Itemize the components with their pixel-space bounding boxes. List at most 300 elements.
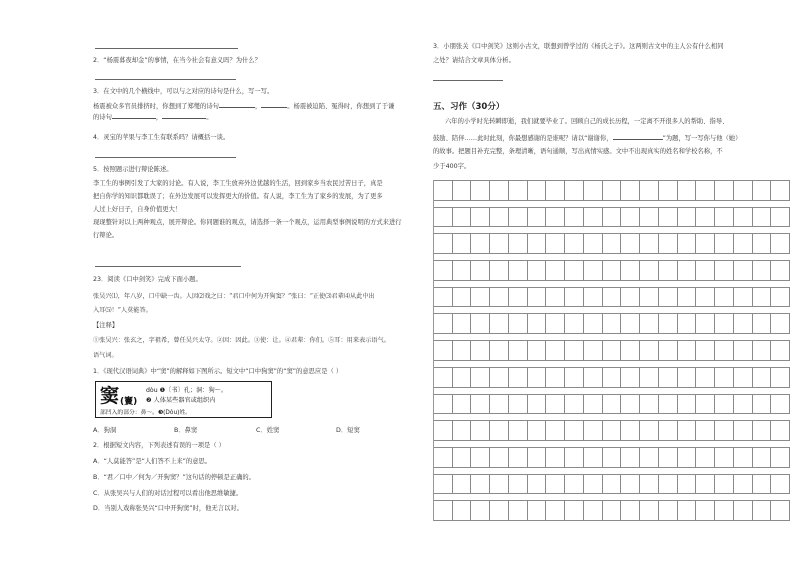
grid-cell[interactable] [715,260,734,281]
grid-cell[interactable] [621,340,640,361]
grid-cell[interactable] [678,180,697,201]
grid-cell[interactable] [453,394,472,415]
grid-cell[interactable] [546,340,565,361]
grid-cell[interactable] [659,367,678,388]
grid-cell[interactable] [678,367,697,388]
question-5-para: 把自你学的知识都耽误了；在外边发展可以发挥更大的价值。有人说，李工生为了家乡的发展，为了更多 [93,193,383,200]
writing-prompt-a: 鼓励、陪伴……此时此刻，你最想感谢的是谁呢？请以“谢谢你， [433,135,613,142]
grid-cell[interactable] [734,207,753,228]
grid-cell[interactable] [696,500,715,521]
grid-cell[interactable] [453,180,472,201]
question-3: 3．在文中的几个横线中，可以与之对应的诗句是什么，写一写。 [93,88,274,95]
grid-cell[interactable] [603,260,622,281]
grid-cell[interactable] [734,420,753,441]
grid-cell[interactable] [621,500,640,521]
grid-cell[interactable] [453,233,472,254]
grid-cell[interactable] [453,420,472,441]
question-3-line-1 [93,101,394,111]
grid-cell[interactable] [528,474,547,495]
grid-cell[interactable] [771,287,790,308]
grid-cell[interactable] [509,180,528,201]
question-5-para: 现现整针对以上两种观点，展开辩论。你同题谁的观点，请选择一条一个观点，运用典型事例说明的方式来进行 [93,219,402,226]
q3-blank-4[interactable] [162,112,206,119]
grid-cell[interactable] [584,233,603,254]
grid-cell[interactable] [453,340,472,361]
grid-cell[interactable] [734,367,753,388]
grid-cell[interactable] [715,420,734,441]
grid-cell[interactable] [584,207,603,228]
grid-cell[interactable] [565,500,584,521]
grid-cell[interactable] [471,180,490,201]
grid-cell[interactable] [509,340,528,361]
grid-cell[interactable] [453,313,472,334]
grid-cell[interactable] [603,180,622,201]
answer-line [95,157,236,158]
grid-cell[interactable] [715,313,734,334]
grid-cell[interactable] [490,260,509,281]
grid-cell[interactable] [621,447,640,468]
grid-cell[interactable] [509,367,528,388]
grid-cell[interactable] [584,287,603,308]
grid-cell[interactable] [565,394,584,415]
answer-line [95,79,236,80]
grid-cell[interactable] [621,394,640,415]
grid-cell[interactable] [640,287,659,308]
grid-cell[interactable] [509,313,528,334]
grid-cell[interactable] [528,180,547,201]
grid-cell[interactable] [546,207,565,228]
q3-text-f: 。 [206,114,213,121]
grid-cell[interactable] [640,367,659,388]
grid-cell[interactable] [753,287,772,308]
grid-cell[interactable] [640,474,659,495]
grid-cell[interactable] [434,367,453,388]
grid-cell[interactable] [771,367,790,388]
grid-cell[interactable] [528,447,547,468]
grid-cell[interactable] [753,233,772,254]
grid-cell[interactable] [490,394,509,415]
grid-cell[interactable] [453,287,472,308]
grid-cell[interactable] [490,340,509,361]
grid-cell[interactable] [734,313,753,334]
grid-cell[interactable] [546,260,565,281]
sub-question-2: 2．根据短文内容，下列表述有误的一项是（ ） [93,442,225,449]
grid-cell[interactable] [565,260,584,281]
grid-cell[interactable] [753,394,772,415]
grid-cell[interactable] [565,367,584,388]
question-3-right: 3．小朋张关《口中剑笑》这则小古文，联想到曾学过的《杨氏之子》。这两则古文中的主人公有什么相同 [433,43,724,50]
grid-cell[interactable] [734,340,753,361]
grid-cell[interactable] [715,287,734,308]
grid-cell[interactable] [471,367,490,388]
grid-cell[interactable] [471,500,490,521]
grid-cell[interactable] [603,233,622,254]
question-23: 23．阅读《口中剑笑》完成下面小题。 [93,276,202,283]
option-a[interactable]: A．“人莫能答”是“人们答不上来”的意思。 [93,458,212,465]
grid-cell[interactable] [471,420,490,441]
grid-cell[interactable] [659,180,678,201]
grid-cell[interactable] [715,207,734,228]
grid-cell[interactable] [621,474,640,495]
grid-cell[interactable] [659,500,678,521]
grid-cell[interactable] [621,180,640,201]
grid-cell[interactable] [584,447,603,468]
grid-cell[interactable] [771,474,790,495]
grid-cell[interactable] [528,367,547,388]
grid-cell[interactable] [509,287,528,308]
grid-cell[interactable] [490,180,509,201]
grid-cell[interactable] [640,180,659,201]
grid-cell[interactable] [471,447,490,468]
grid-cell[interactable] [509,260,528,281]
grid-cell[interactable] [528,420,547,441]
grid-cell[interactable] [546,447,565,468]
grid-cell[interactable] [640,207,659,228]
grid-cell[interactable] [471,394,490,415]
grid-cell[interactable] [584,180,603,201]
grid-cell[interactable] [621,287,640,308]
grid-cell[interactable] [603,447,622,468]
grid-cell[interactable] [678,447,697,468]
grid-cell[interactable] [753,260,772,281]
grid-cell[interactable] [771,313,790,334]
grid-cell[interactable] [771,207,790,228]
grid-cell[interactable] [546,394,565,415]
grid-cell[interactable] [696,260,715,281]
grid-cell[interactable] [696,207,715,228]
grid-cell[interactable] [678,313,697,334]
option-a[interactable]: A．狗洞 [93,427,117,434]
composition-grid[interactable] [433,180,790,521]
grid-cell[interactable] [603,207,622,228]
dictionary-definition: dòu ❶〔书〕孔；洞：狗～。 [146,387,228,394]
grid-cell[interactable] [509,420,528,441]
grid-cell[interactable] [509,474,528,495]
grid-cell[interactable] [640,340,659,361]
grid-cell[interactable] [771,394,790,415]
notes-label: 【注释】 [93,322,119,329]
grid-cell[interactable] [640,233,659,254]
dictionary-definition: 部凹入的部分：鼻～。❸(Dòu)姓。 [100,410,191,416]
grid-cell[interactable] [640,260,659,281]
grid-cell[interactable] [434,394,453,415]
grid-cell[interactable] [640,394,659,415]
grid-cell[interactable] [659,420,678,441]
grid-cell[interactable] [528,394,547,415]
grid-cell[interactable] [528,233,547,254]
grid-cell[interactable] [490,420,509,441]
grid-cell[interactable] [434,233,453,254]
grid-cell[interactable] [584,420,603,441]
grid-cell[interactable] [753,500,772,521]
grid-cell[interactable] [546,420,565,441]
q3-text-b: ， [254,103,262,110]
grid-cell[interactable] [621,367,640,388]
grid-cell[interactable] [715,394,734,415]
grid-cell[interactable] [453,500,472,521]
grid-cell[interactable] [659,287,678,308]
grid-cell[interactable] [753,340,772,361]
option-c[interactable]: C．姓窦 [256,427,280,434]
grid-cell[interactable] [546,367,565,388]
grid-cell[interactable] [696,394,715,415]
title-blank[interactable] [613,133,663,140]
grid-cell[interactable] [546,180,565,201]
grid-cell[interactable] [453,207,472,228]
grid-cell[interactable] [490,233,509,254]
grid-cell[interactable] [584,313,603,334]
grid-cell[interactable] [565,233,584,254]
grid-cell[interactable] [434,313,453,334]
dictionary-character: 窦 [100,385,120,407]
classical-text: 张吴兴⑴，年八岁，口中缺一齿。人因⑵戏之曰：“君口中何为开狗窦？”张曰：“正使⑶君辈⑷从此中出 [93,293,375,300]
grid-cell[interactable] [490,207,509,228]
grid-cell[interactable] [734,447,753,468]
question-3-line-2 [93,112,212,122]
grid-cell[interactable] [753,447,772,468]
grid-cell[interactable] [528,287,547,308]
grid-cell[interactable] [678,260,697,281]
grid-cell[interactable] [603,420,622,441]
answer-line [433,80,503,81]
question-3-right: 之处？请结合文章具体分析。 [433,57,515,64]
grid-cell[interactable] [659,207,678,228]
question-5: 5．按照题示进行辩论陈述。 [93,166,173,173]
q3-blank-1[interactable] [219,101,255,108]
option-b[interactable]: B．“君／口中／何为／开狗窦？”这句话的停顿是正确的。 [93,474,255,481]
grid-cell[interactable] [528,340,547,361]
grid-cell[interactable] [715,474,734,495]
option-b[interactable]: B．鼻窦 [174,427,198,434]
notes-text: 语气词。 [93,352,118,359]
grid-cell[interactable] [434,420,453,441]
section-title: 五、习作（30分） [433,102,505,112]
grid-cell[interactable] [696,474,715,495]
question-2: 2．“杨震暮夜却金”的事情，在当今社会有意义吗？为什么？ [93,57,261,64]
grid-cell[interactable] [565,180,584,201]
grid-cell[interactable] [434,340,453,361]
grid-cell[interactable] [771,180,790,201]
grid-cell[interactable] [546,233,565,254]
grid-cell[interactable] [509,500,528,521]
grid-cell[interactable] [490,313,509,334]
grid-cell[interactable] [659,313,678,334]
grid-cell[interactable] [696,447,715,468]
grid-cell[interactable] [734,260,753,281]
grid-cell[interactable] [603,340,622,361]
grid-cell[interactable] [565,420,584,441]
grid-cell[interactable] [621,233,640,254]
grid-cell[interactable] [659,447,678,468]
grid-cell[interactable] [453,474,472,495]
grid-cell[interactable] [509,207,528,228]
grid-cell[interactable] [771,233,790,254]
grid-cell[interactable] [434,207,453,228]
grid-cell[interactable] [678,500,697,521]
grid-cell[interactable] [659,233,678,254]
grid-cell[interactable] [490,287,509,308]
grid-cell[interactable] [584,367,603,388]
grid-cell[interactable] [640,420,659,441]
dictionary-entry-box [95,381,272,418]
grid-cell[interactable] [753,207,772,228]
grid-cell[interactable] [753,367,772,388]
grid-cell[interactable] [621,420,640,441]
grid-cell[interactable] [546,474,565,495]
grid-cell[interactable] [490,500,509,521]
writing-prompt: 六年的小学时光转瞬即逝，我们就要毕业了。回顾自己的成长历程，一定离不开很多人的帮助、指导、 [445,118,729,125]
grid-cell[interactable] [696,367,715,388]
grid-cell[interactable] [565,447,584,468]
grid-cell[interactable] [678,233,697,254]
grid-cell[interactable] [734,233,753,254]
grid-cell[interactable] [528,260,547,281]
grid-cell[interactable] [659,474,678,495]
grid-cell[interactable] [678,340,697,361]
q3-blank-3[interactable] [112,112,156,119]
grid-cell[interactable] [471,474,490,495]
grid-cell[interactable] [771,420,790,441]
grid-cell[interactable] [603,394,622,415]
sub-question-1: 1．《现代汉语词典》中“窦”的解释如下图所示。短文中“口中狗窦”的“窦”的意思应是（ ） [93,368,343,375]
grid-cell[interactable] [659,394,678,415]
grid-cell[interactable] [621,207,640,228]
grid-cell[interactable] [434,287,453,308]
grid-cell[interactable] [565,313,584,334]
writing-prompt: 少于400字。 [433,163,471,170]
grid-cell[interactable] [753,474,772,495]
question-5-para: 行辩论。 [93,232,119,239]
grid-cell[interactable] [603,313,622,334]
grid-cell[interactable] [715,500,734,521]
grid-cell[interactable] [490,447,509,468]
grid-cell[interactable] [734,474,753,495]
grid-cell[interactable] [603,287,622,308]
grid-cell[interactable] [678,394,697,415]
grid-cell[interactable] [471,287,490,308]
grid-cell[interactable] [771,500,790,521]
writing-prompt: 的故事。把题目补充完整，条理清晰，语句通顺，写出真情实感。文中不出现真实的姓名和学校名称，不 [433,148,723,155]
grid-cell[interactable] [434,260,453,281]
grid-cell[interactable] [584,394,603,415]
grid-cell[interactable] [771,447,790,468]
dictionary-definition: ❷ 人体某些器官或组织内 [146,397,216,404]
q3-text-d: 的诗句 [93,114,112,121]
q3-text-c: 。杨震被迫陷、冤得时，你想到了于谦 [287,103,395,110]
grid-cell[interactable] [715,180,734,201]
grid-cell[interactable] [453,447,472,468]
grid-cell[interactable] [490,474,509,495]
grid-cell[interactable] [528,313,547,334]
writing-prompt [433,133,741,143]
grid-cell[interactable] [584,500,603,521]
grid-cell[interactable] [434,500,453,521]
grid-cell[interactable] [696,420,715,441]
grid-cell[interactable] [696,287,715,308]
grid-cell[interactable] [678,420,697,441]
grid-cell[interactable] [565,474,584,495]
grid-cell[interactable] [715,340,734,361]
grid-cell[interactable] [659,340,678,361]
grid-cell[interactable] [434,180,453,201]
grid-cell[interactable] [434,447,453,468]
option-d[interactable]: D．当别人戏称张吴兴“口中开狗窦”时，他无言以对。 [93,505,243,512]
grid-cell[interactable] [509,447,528,468]
grid-cell[interactable] [621,313,640,334]
grid-cell[interactable] [678,207,697,228]
writing-prompt-b: ”为题，写一写你与他（她） [662,135,742,142]
grid-cell[interactable] [509,233,528,254]
grid-cell[interactable] [753,313,772,334]
grid-cell[interactable] [509,394,528,415]
grid-cell[interactable] [753,180,772,201]
grid-cell[interactable] [565,340,584,361]
grid-cell[interactable] [453,367,472,388]
grid-cell[interactable] [546,313,565,334]
grid-cell[interactable] [715,367,734,388]
grid-cell[interactable] [603,367,622,388]
grid-cell[interactable] [471,260,490,281]
q3-blank-2[interactable] [261,101,287,108]
grid-cell[interactable] [584,340,603,361]
grid-cell[interactable] [771,340,790,361]
grid-cell[interactable] [603,500,622,521]
grid-cell[interactable] [715,447,734,468]
grid-cell[interactable] [546,287,565,308]
dictionary-traditional: (竇) [120,397,138,407]
grid-cell[interactable] [640,313,659,334]
option-d[interactable]: D．短窦 [336,427,360,434]
grid-cell[interactable] [715,233,734,254]
grid-cell[interactable] [659,260,678,281]
grid-cell[interactable] [434,474,453,495]
answer-line [95,266,241,267]
grid-cell[interactable] [678,287,697,308]
grid-cell[interactable] [471,313,490,334]
grid-cell[interactable] [528,207,547,228]
grid-cell[interactable] [734,500,753,521]
grid-cell[interactable] [696,233,715,254]
grid-cell[interactable] [471,233,490,254]
option-c[interactable]: C．从张吴兴与人们的对话过程可以看出他思维敏捷。 [93,490,243,497]
grid-cell[interactable] [490,367,509,388]
grid-cell[interactable] [696,313,715,334]
grid-cell[interactable] [640,447,659,468]
grid-cell[interactable] [734,180,753,201]
classical-text: 入耳⑸！”人莫能答。 [93,307,152,314]
grid-cell[interactable] [603,474,622,495]
grid-cell[interactable] [453,260,472,281]
grid-cell[interactable] [734,287,753,308]
grid-cell[interactable] [696,340,715,361]
grid-cell[interactable] [640,500,659,521]
grid-cell[interactable] [528,500,547,521]
grid-cell[interactable] [621,260,640,281]
q3-text-a: 杨震被众多官员排挤时，你想到了郑燮的诗句 [93,103,219,110]
grid-cell[interactable] [584,474,603,495]
grid-cell[interactable] [546,500,565,521]
grid-cell[interactable] [734,394,753,415]
grid-cell[interactable] [771,260,790,281]
grid-cell[interactable] [584,260,603,281]
grid-cell[interactable] [753,420,772,441]
grid-cell[interactable] [696,180,715,201]
grid-cell[interactable] [471,340,490,361]
grid-cell[interactable] [471,207,490,228]
grid-cell[interactable] [565,207,584,228]
grid-cell[interactable] [565,287,584,308]
grid-cell[interactable] [678,474,697,495]
